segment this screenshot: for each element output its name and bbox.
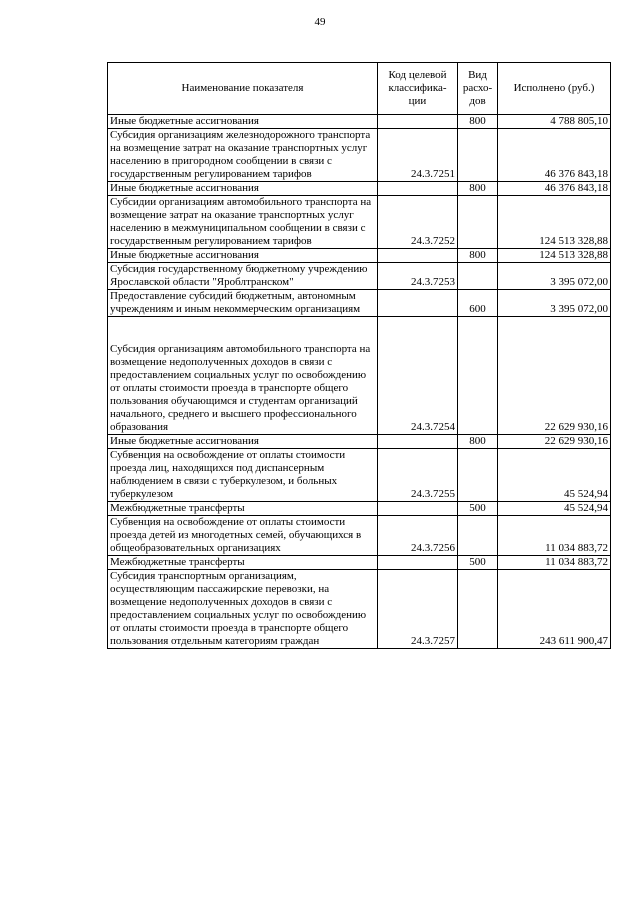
row-type [458, 570, 498, 649]
table-row [108, 502, 611, 516]
row-code: 24.3.7255 [378, 449, 458, 502]
table-row [108, 435, 611, 449]
table-row [108, 263, 611, 290]
row-code: 24.3.7254 [378, 317, 458, 435]
header-code: Код целевой классифика-ции [378, 63, 458, 115]
header-executed: Исполнено (руб.) [498, 63, 611, 115]
row-type: 800 [458, 115, 498, 129]
row-name: Иные бюджетные ассигнования [108, 435, 378, 449]
row-name: Субсидия государственному бюджетному учреждению Ярославской области "Яроблтранском" [108, 263, 378, 290]
row-amount: 45 524,94 [498, 449, 611, 502]
table-row [108, 317, 611, 435]
row-name: Субвенция на освобождение от оплаты стоимости проезда лиц, находящихся под диспансерным наблюдением в связи с туберкулезом, и больных туберкулезом [108, 449, 378, 502]
row-type [458, 317, 498, 435]
row-code [378, 435, 458, 449]
row-type: 600 [458, 290, 498, 317]
table-row [108, 129, 611, 182]
header-name: Наименование показателя [108, 63, 378, 115]
row-type: 800 [458, 435, 498, 449]
table-row [108, 182, 611, 196]
table-row [108, 115, 611, 129]
row-code: 24.3.7253 [378, 263, 458, 290]
row-amount: 22 629 930,16 [498, 317, 611, 435]
row-type: 500 [458, 556, 498, 570]
row-name: Иные бюджетные ассигнования [108, 182, 378, 196]
row-code [378, 502, 458, 516]
table-row [108, 516, 611, 556]
row-code: 24.3.7256 [378, 516, 458, 556]
table-header-row [108, 63, 611, 115]
row-amount: 4 788 805,10 [498, 115, 611, 129]
table-row [108, 249, 611, 263]
row-amount: 46 376 843,18 [498, 129, 611, 182]
header-type: Вид расхо-дов [458, 63, 498, 115]
row-amount: 11 034 883,72 [498, 516, 611, 556]
row-name: Предоставление субсидий бюджетным, автономным учреждениям и иным некоммерческим организациям [108, 290, 378, 317]
row-name: Субсидия транспортным организациям, осуществляющим пассажирские перевозки, на возмещение недополученных доходов в связи с предоставлением социальных услуг по освобождению от оплаты стоимости проезда в транспорте общего пользования отдельным категориям граждан [108, 570, 378, 649]
row-type [458, 196, 498, 249]
table-row [108, 556, 611, 570]
row-amount: 46 376 843,18 [498, 182, 611, 196]
row-code: 24.3.7251 [378, 129, 458, 182]
row-amount: 124 513 328,88 [498, 249, 611, 263]
table-row [108, 570, 611, 649]
row-amount: 3 395 072,00 [498, 290, 611, 317]
row-amount: 124 513 328,88 [498, 196, 611, 249]
row-name: Субсидии организациям автомобильного транспорта на возмещение затрат на оказание транспортных услуг населению в межмуниципальном сообщении в связи с государственным регулированием тарифов [108, 196, 378, 249]
row-amount: 11 034 883,72 [498, 556, 611, 570]
row-code [378, 249, 458, 263]
row-type [458, 449, 498, 502]
table-row [108, 196, 611, 249]
row-name: Субвенция на освобождение от оплаты стоимости проезда детей из многодетных семей, обучающихся в общеобразовательных организациях [108, 516, 378, 556]
row-name: Иные бюджетные ассигнования [108, 249, 378, 263]
row-type [458, 516, 498, 556]
row-name: Иные бюджетные ассигнования [108, 115, 378, 129]
row-amount: 3 395 072,00 [498, 263, 611, 290]
table-row [108, 290, 611, 317]
row-code [378, 182, 458, 196]
budget-table [107, 62, 611, 649]
row-amount: 22 629 930,16 [498, 435, 611, 449]
row-type: 800 [458, 182, 498, 196]
row-amount: 45 524,94 [498, 502, 611, 516]
row-type: 500 [458, 502, 498, 516]
row-name: Межбюджетные трансферты [108, 502, 378, 516]
row-name-text: Субсидия организациям автомобильного транспорта на возмещение недополученных доходов в связи с предоставлением социальных услуг по освобождению от оплаты стоимости проезда в транспорте общего пользования обучающимся и студентам организаций начального, среднего и высшего профессионального образования [110, 343, 371, 433]
row-name [108, 317, 378, 435]
page-number: 49 [314, 16, 326, 28]
row-name: Субсидия организациям железнодорожного транспорта на возмещение затрат на оказание транспортных услуг населению в пригородном сообщении в связи с государственным регулированием тарифов [108, 129, 378, 182]
row-code [378, 556, 458, 570]
row-type [458, 263, 498, 290]
row-type: 800 [458, 249, 498, 263]
row-code [378, 290, 458, 317]
row-code: 24.3.7257 [378, 570, 458, 649]
row-code: 24.3.7252 [378, 196, 458, 249]
row-amount: 243 611 900,47 [498, 570, 611, 649]
table-row [108, 449, 611, 502]
row-type [458, 129, 498, 182]
row-name: Межбюджетные трансферты [108, 556, 378, 570]
row-code [378, 115, 458, 129]
